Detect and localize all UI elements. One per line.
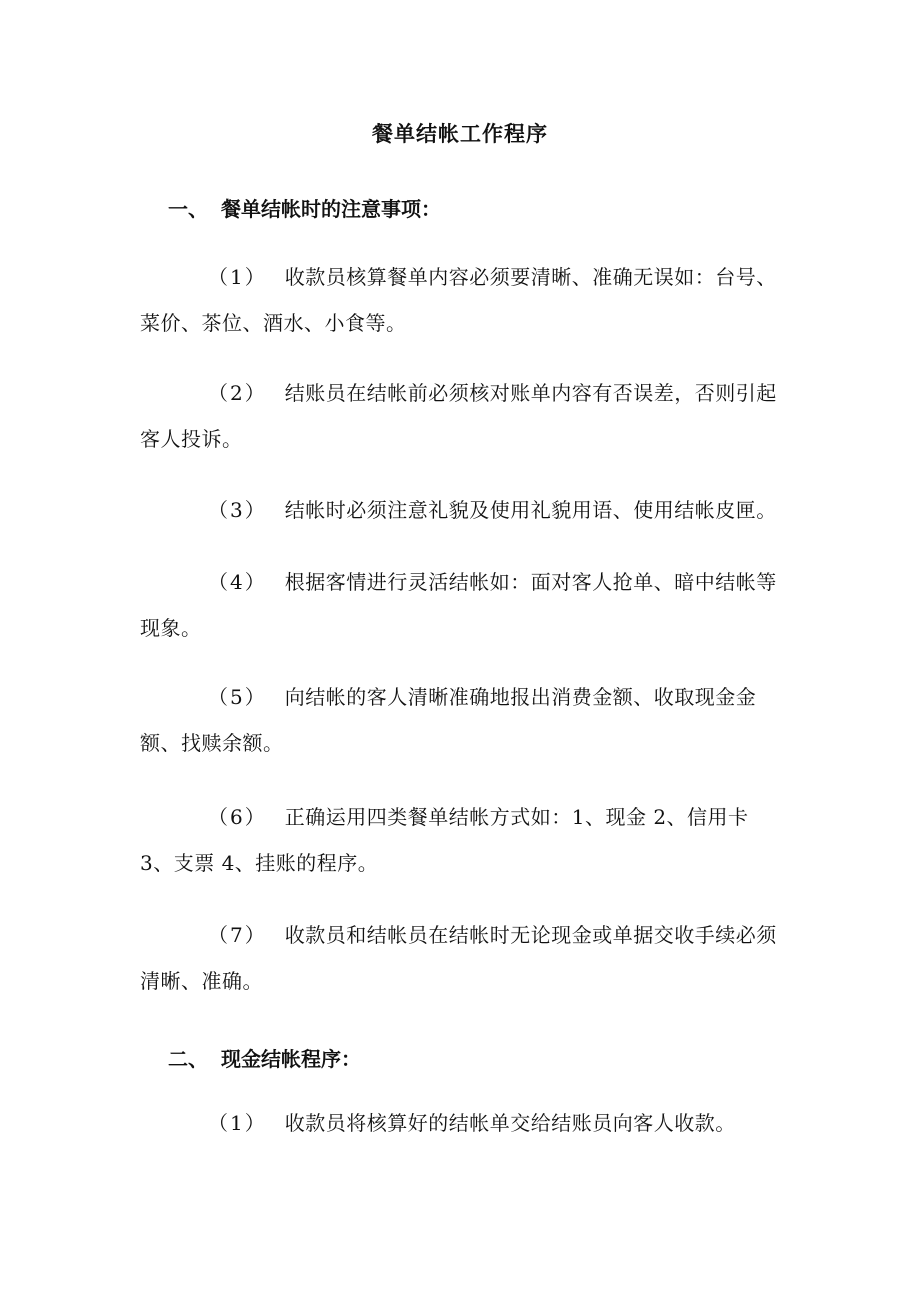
item-index: （7） — [208, 923, 267, 947]
section-heading — [168, 193, 441, 222]
item-text: 收款员将核算好的结帐单交给结账员向客人收款。 — [284, 1111, 736, 1135]
list-item — [140, 674, 780, 766]
list-item — [140, 912, 780, 1004]
item-index: （2） — [208, 381, 267, 405]
item-index: （1） — [208, 265, 267, 289]
list-item — [140, 559, 780, 651]
section-number: 一、 — [168, 197, 208, 221]
item-text: 收款员和结帐员在结帐时无论现金或单据交收手续必须清晰、准确。 — [140, 923, 777, 993]
list-item — [140, 1100, 780, 1146]
item-index: （6） — [208, 805, 267, 829]
list-item — [140, 370, 780, 462]
item-text: 结账员在结帐前必须核对账单内容有否误差，否则引起客人投诉。 — [140, 381, 777, 451]
item-text: 正确运用四类餐单结帐方式如：1、现金 2、信用卡 3、支票 4、挂账的程序。 — [140, 805, 749, 875]
list-item — [140, 254, 780, 346]
item-index: （1） — [208, 1111, 267, 1135]
item-index: （3） — [208, 498, 267, 522]
item-text: 收款员核算餐单内容必须要清晰、准确无误如：台号、菜价、茶位、酒水、小食等。 — [140, 265, 777, 335]
document-title: 餐单结帐工作程序 — [372, 122, 548, 146]
section-heading-text: 现金结帐程序： — [221, 1047, 361, 1071]
item-text: 结帐时必须注意礼貌及使用礼貌用语、使用结帐皮匣。 — [284, 498, 777, 522]
section-heading-text: 餐单结帐时的注意事项： — [221, 197, 441, 221]
item-text: 向结帐的客人清晰准确地报出消费金额、收取现金金额、找赎余额。 — [140, 685, 757, 755]
item-index: （4） — [208, 570, 267, 594]
list-item — [140, 487, 780, 533]
item-index: （5） — [208, 685, 267, 709]
section-heading — [168, 1043, 361, 1072]
list-item — [140, 794, 780, 886]
section-number: 二、 — [168, 1047, 208, 1071]
item-text: 根据客情进行灵活结帐如：面对客人抢单、暗中结帐等现象。 — [140, 570, 777, 640]
